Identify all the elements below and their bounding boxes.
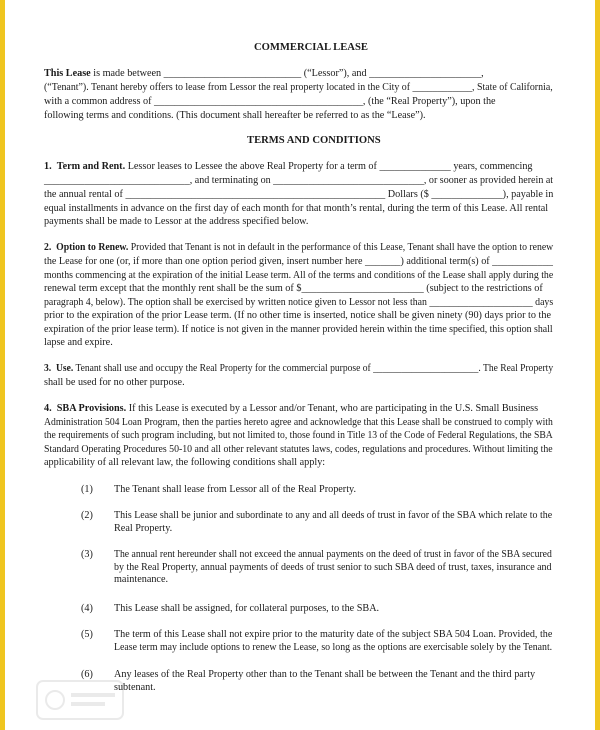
condition-3-number: (3) — [81, 549, 93, 560]
condition-5-line-1: The term of this Lease shall not expire prior to the maturity date of the subject SBA 504 Loan. Provided, the — [114, 629, 553, 640]
document-page — [5, 0, 595, 730]
section-3-text: Tenant shall use and occupy the Real Property for the commercial purpose of ______________________. The Real Property — [73, 363, 554, 374]
section-4-text: If this Lease is executed by a Lessor and/or Tenant, who are participating in the U.S. Small Business — [126, 403, 539, 414]
condition-6-line-1: Any leases of the Real Property other than to the Tenant shall be between the Tenant and the third party — [114, 669, 536, 680]
section-2-line-7: expiration of the prior lease term). If notice is not given in the manner provided herein within the time specified, this option shall — [44, 324, 553, 335]
section-2-heading: Option to Renew. — [56, 242, 129, 253]
section-1-line-1 — [44, 161, 533, 174]
condition-6-text — [114, 669, 552, 694]
condition-5-text — [114, 629, 552, 654]
condition-1-text — [114, 484, 552, 497]
section-4-line-3: the requirements of such program including, but not limited to, those found in Title 13 of the Code of Federal Regulations, the SBA — [44, 430, 553, 441]
condition-3-line-3: maintenance. — [114, 574, 169, 585]
condition-4-number: (4) — [81, 603, 93, 614]
section-heading: TERMS AND CONDITIONS — [247, 135, 381, 146]
condition-2-line-2: Real Property. — [114, 522, 173, 534]
intro-line-1-text: is made between ___________________________ (“Lessor”), and ______________________, — [90, 68, 484, 79]
section-1-line-3: the annual rental of ___________________________________________________ Dollars ($ ______________), payable in — [44, 189, 554, 200]
section-1-number: 1. — [44, 161, 52, 172]
section-2-line-4: renewal term except that the monthly rent shall be the sum of $________________________ (subject to the restrictions of — [44, 283, 543, 294]
section-2-text: Provided that Tenant is not in default in the performance of this Lease, Tenant shall have the option to renew — [128, 242, 554, 253]
intro-line-1 — [44, 68, 484, 81]
section-4-number: 4. — [44, 403, 52, 414]
section-2-line-3: months commencing at the expiration of the initial Lease term. All of the terms and conditions of the Lease shall apply during the — [44, 270, 554, 281]
condition-1-line-1: The Tenant shall lease from Lessor all of the Real Property. — [114, 484, 357, 495]
condition-4-line-1: This Lease shall be assigned, for collateral purposes, to the SBA. — [114, 603, 380, 614]
intro-line-4: following terms and conditions. (This document shall hereafter be referred to as the “Lease”). — [44, 110, 426, 121]
intro-bold-lead: This Lease — [44, 68, 91, 79]
condition-5-line-2: Lease term may include options to renew the Lease, so long as the options are exercisable solely by the Tenant. — [114, 641, 553, 653]
condition-5-number: (5) — [81, 629, 93, 640]
condition-6-number: (6) — [81, 669, 93, 680]
section-1-line-4: equal installments in advance on the first day of each month for that month’s rental, during the term of this Lease. All rental — [44, 203, 549, 214]
intro-line-2: (“Tenant”). Tenant hereby offers to lease from Lessor the real property located in the City of ____________, State of California, — [44, 82, 553, 93]
intro-line-3: with a common address of _________________________________________, (the “Real Property”), upon the — [44, 96, 496, 107]
section-3-heading: Use. — [55, 363, 74, 374]
section-2-line-2: the Lease for one (or, if more than one option period given, insert number here _______) additional term(s) of ____________ — [44, 256, 553, 267]
section-4-heading: SBA Provisions. — [56, 403, 127, 414]
section-3-line-1 — [44, 363, 553, 376]
condition-2-number: (2) — [81, 510, 93, 521]
condition-2-line-1: This Lease shall be junior and subordinate to any and all deeds of trust in favor of the SBA which relate to the — [114, 510, 553, 521]
section-2-line-8: lapse and expire. — [44, 337, 113, 348]
condition-3-line-1: The annual rent hereunder shall not exceed the annual payments on the deed of trust in favor of the SBA secured — [114, 549, 552, 560]
section-2-line-1 — [44, 242, 553, 255]
condition-6-line-2: subtenant. — [114, 681, 156, 693]
section-3-number: 3. — [44, 363, 52, 374]
section-4-line-4: Standard Operating Procedures 50-10 and all other relevant statutes laws, codes, regulations and procedures. Without limiting the — [44, 444, 553, 455]
condition-4-text — [114, 603, 552, 616]
section-4-line-1 — [44, 403, 538, 416]
section-4-line-5: applicability of all relevant law, the following conditions shall apply: — [44, 457, 326, 468]
watermark-logo — [35, 675, 125, 725]
section-1-line-5: payments shall be made to Lessor at the address specified below. — [44, 216, 309, 227]
condition-3-line-2: by the Real Property, annual payments of deeds of trust senior to such SBA deed of trust, taxes, insurance and — [114, 561, 552, 573]
section-1-heading: Term and Rent. — [56, 161, 126, 172]
condition-3-text — [114, 549, 552, 587]
section-1-text: Lessor leases to Lessee the above Real Property for a term of ______________ years, commencing — [125, 161, 533, 172]
condition-1-number: (1) — [81, 484, 93, 495]
section-4-line-2: Administration 504 Loan Program, then the parties hereto agree and acknowledge that this Lease shall be construed to comply with — [44, 417, 553, 428]
section-2-number: 2. — [44, 242, 52, 253]
section-3-line-2: shall be used for no other purpose. — [44, 377, 185, 388]
condition-2-text — [114, 510, 552, 535]
section-1-line-2: _____________________________, and terminating on ______________________________, or sooner as provided herein at — [44, 175, 554, 186]
document-title: COMMERCIAL LEASE — [254, 42, 368, 53]
section-2-line-5: paragraph 4, below). The option shall be exercised by written notice given to Lessor not less than _____________________ days — [44, 297, 554, 308]
section-2-line-6: prior to the expiration of the prior Lease term. (If no other time is inserted, notice shall be given ninety (90) days prior to the — [44, 310, 551, 321]
